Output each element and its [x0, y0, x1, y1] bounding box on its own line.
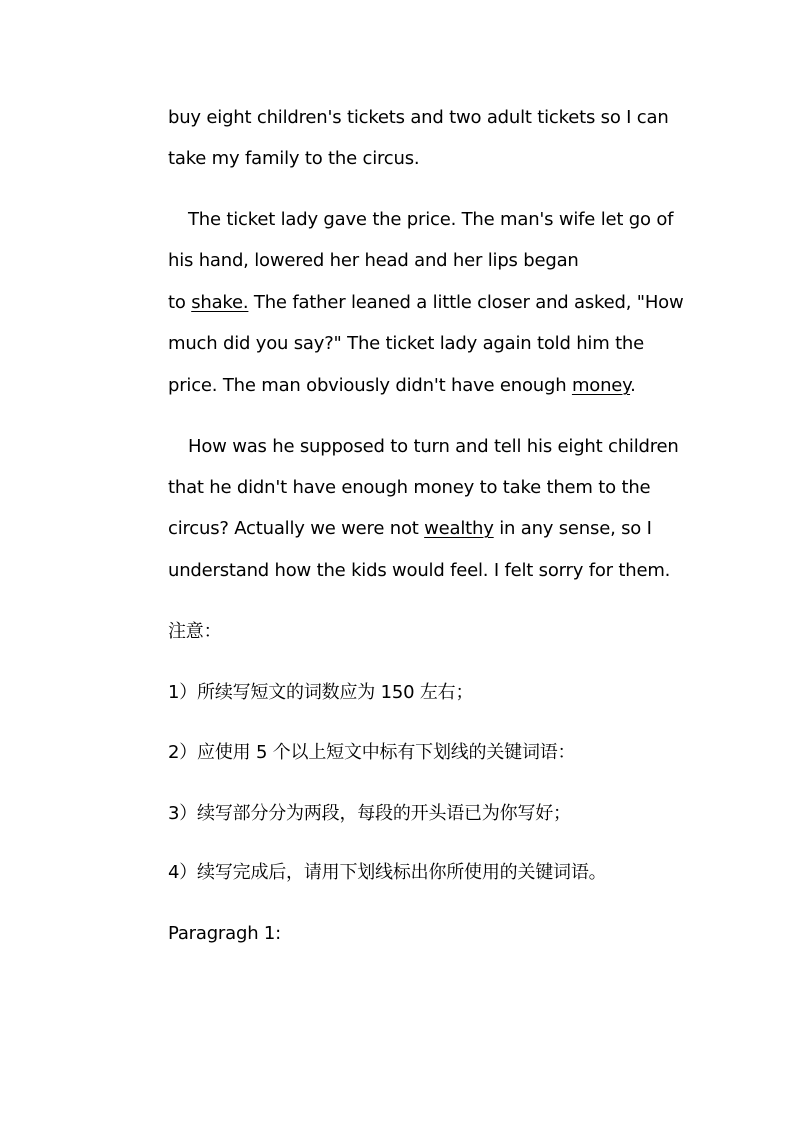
text-line	[168, 517, 652, 541]
text-line	[168, 147, 419, 171]
text-segment: much did you say?" The ticket lady again told him the	[168, 333, 645, 354]
text-segment: The ticket lady gave the price. The man's wife let go of	[188, 209, 674, 230]
underlined-keyword: shake.	[191, 292, 249, 313]
note-item-text: 2）应使用 5 个以上短文中标有下划线的关键词语：	[168, 742, 576, 763]
text-segment: in any sense, so I	[493, 518, 652, 539]
paragraph-1-label	[168, 922, 281, 946]
text-line	[168, 106, 669, 130]
note-item-text: 3）续写部分分为两段，每段的开头语已为你写好；	[168, 803, 571, 824]
text-segment: that he didn't have enough money to take them to the	[168, 477, 651, 498]
text-segment: to	[168, 292, 192, 313]
text-segment: circus? Actually we were not	[168, 518, 425, 539]
note-item-text: 4）续写完成后，请用下划线标出你所使用的关键词语。	[168, 862, 607, 883]
note-item	[168, 861, 606, 885]
text-segment: .	[630, 375, 636, 396]
text-segment: buy eight children's tickets and two adult tickets so I can	[168, 107, 669, 128]
text-line	[168, 476, 650, 500]
notes-heading	[168, 620, 221, 644]
text-segment: his hand, lowered her head and her lips began	[168, 250, 579, 271]
underlined-keyword: money	[571, 375, 631, 396]
note-item-text: 1）所续写短文的词数应为 150 左右；	[168, 682, 474, 703]
text-line	[168, 374, 636, 398]
text-segment: How was he supposed to turn and tell his eight children	[188, 436, 679, 457]
text-segment: price. The man obviously didn't have enough	[168, 375, 572, 396]
text-line	[168, 332, 644, 356]
text-line	[188, 435, 679, 459]
text-line	[168, 559, 670, 583]
note-item	[168, 681, 473, 705]
paragraph-1-label-text: Paragragh 1:	[168, 923, 282, 944]
text-line	[168, 249, 579, 273]
notes-heading-text: 注意：	[168, 621, 222, 642]
text-segment: take my family to the circus.	[168, 148, 420, 169]
underlined-keyword: wealthy	[424, 518, 494, 539]
text-line	[188, 208, 673, 232]
note-item	[168, 802, 571, 826]
note-item	[168, 741, 575, 765]
text-line	[168, 291, 684, 315]
text-segment: understand how the kids would feel. I felt sorry for them.	[168, 560, 671, 581]
text-segment: The father leaned a little closer and asked, "How	[248, 292, 684, 313]
